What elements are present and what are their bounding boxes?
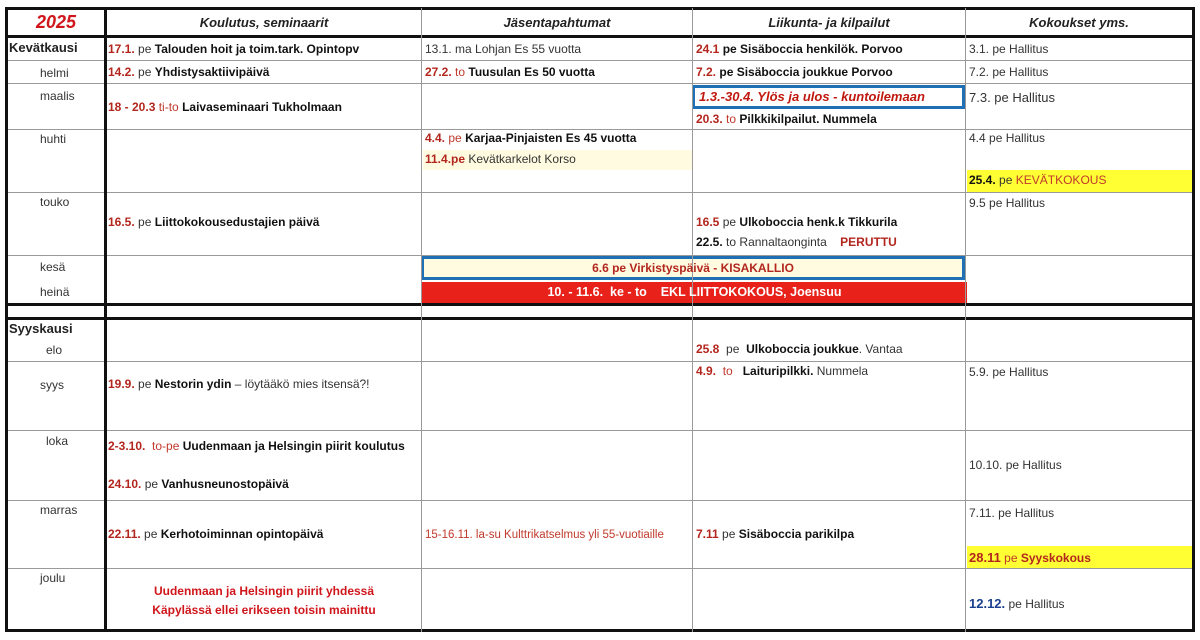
meeting-5-9: 5.9. pe Hallitus: [969, 365, 1049, 379]
month-heina: heinä: [40, 285, 70, 299]
virkistyspaiva-text: 6.6 pe Virkistyspäivä - KISAKALLIO: [592, 261, 794, 275]
event-sisaboccia-henk: 24.1 pe Sisäboccia henkilök. Porvoo: [696, 42, 903, 56]
event-piirit-koulutus: 2-3.10. to-pe Uudenmaan ja Helsingin piirit koulutus: [108, 439, 405, 453]
event-sisaboccia-parikilpa: 7.11 pe Sisäboccia parikilpa: [696, 527, 855, 541]
event-kerhotoiminta: 22.11. pe Kerhotoiminnan opintopäivä: [108, 527, 324, 541]
meeting-7-3: 7.3. pe Hallitus: [969, 90, 1055, 105]
month-loka: loka: [46, 434, 69, 448]
event-kulttuurikatselmus: 15-16.11. la-su Kulttrikatselmus yli 55-vuotiaille: [425, 529, 664, 541]
note-kapyla: Käpylässä ellei erikseen toisin mainittu: [152, 603, 376, 617]
month-kesa: kesä: [40, 260, 66, 274]
month-elo: elo: [46, 343, 63, 357]
month-touko: touko: [40, 195, 70, 209]
event-rannaltaonginta: 22.5. to Rannaltaonginta PERUTTU: [696, 235, 897, 249]
month-joulu: joulu: [40, 571, 66, 585]
season-spring: Kevätkausi: [9, 40, 78, 55]
event-pilkkikilpailut: 20.3. to Pilkkikilpailut. Nummela: [696, 112, 877, 126]
event-karjaa: 4.4. pe Karjaa-Pinjaisten Es 45 vuotta: [425, 131, 637, 145]
header-liikunta: Liikunta- ja kilpailut: [768, 15, 890, 30]
header-jasentapahtumat: Jäsentapahtumat: [503, 15, 611, 30]
event-vanhusneuvosto: 24.10. pe Vanhusneunostopäivä: [108, 477, 289, 491]
event-opintopv: 17.1. pe Talouden hoit ja toim.tark. Opintopv: [108, 42, 360, 56]
meeting-10-10: 10.10. pe Hallitus: [969, 458, 1062, 472]
event-laivaseminaari: 18 - 20.3 ti-to Laivaseminaari Tukholmaan: [108, 100, 342, 114]
year-label: 2025: [35, 12, 77, 32]
month-maalis: maalis: [40, 89, 75, 103]
event-sisaboccia-joukkue: 7.2. pe Sisäboccia joukkue Porvoo: [696, 65, 893, 79]
event-kevatkarkelot: 11.4.pe Kevätkarkelot Korso: [425, 152, 576, 166]
event-nestorin-ydin: 19.9. pe Nestorin ydin – löytääkö mies itsensä?!: [108, 377, 370, 391]
meeting-4-4: 4.4 pe Hallitus: [969, 131, 1046, 145]
header-koulutus: Koulutus, seminaarit: [199, 15, 329, 30]
event-tuusula: 27.2. to Tuusulan Es 50 vuotta: [425, 65, 595, 79]
month-marras: marras: [40, 503, 78, 517]
meeting-7-11: 7.11. pe Hallitus: [969, 506, 1055, 520]
season-autumn: Syyskausi: [9, 321, 73, 336]
event-ulkoboccia-vantaa: 25.8 pe Ulkoboccia joukkue. Vantaa: [696, 342, 903, 356]
event-lohja: 13.1. ma Lohjan Es 55 vuotta: [425, 42, 582, 56]
meeting-syyskokous: 28.11 pe Syyskokous: [969, 550, 1091, 565]
month-helmi: helmi: [40, 66, 69, 80]
header-kokoukset: Kokoukset yms.: [1029, 15, 1129, 30]
liittokokous-text: 10. - 11.6. ke - to EKL LIITTOKOKOUS, Joensuu: [547, 285, 842, 299]
meeting-kevatkokous: 25.4. pe KEVÄTKOKOUS: [969, 173, 1107, 187]
event-ylos-ulos: 1.3.-30.4. Ylös ja ulos - kuntoilemaan: [699, 89, 925, 104]
meeting-3-1: 3.1. pe Hallitus: [969, 42, 1049, 56]
month-huhti: huhti: [40, 132, 67, 146]
note-piirit-yhdessa: Uudenmaan ja Helsingin piirit yhdessä: [153, 584, 375, 598]
event-yhdistysaktiivi: 14.2. pe Yhdistysaktiivipäivä: [108, 65, 270, 79]
event-liittokokousedustajat: 16.5. pe Liittokokousedustajien päivä: [108, 215, 320, 229]
event-laituripilkki: 4.9. to Laituripilkki. Nummela: [696, 364, 869, 378]
event-ulkoboccia-tikkurila: 16.5 pe Ulkoboccia henk.k Tikkurila: [696, 215, 898, 229]
meeting-7-2: 7.2. pe Hallitus: [969, 65, 1049, 79]
meeting-12-12: 12.12. pe Hallitus: [969, 596, 1065, 611]
meeting-9-5: 9.5 pe Hallitus: [969, 196, 1046, 210]
month-syys: syys: [40, 378, 64, 392]
